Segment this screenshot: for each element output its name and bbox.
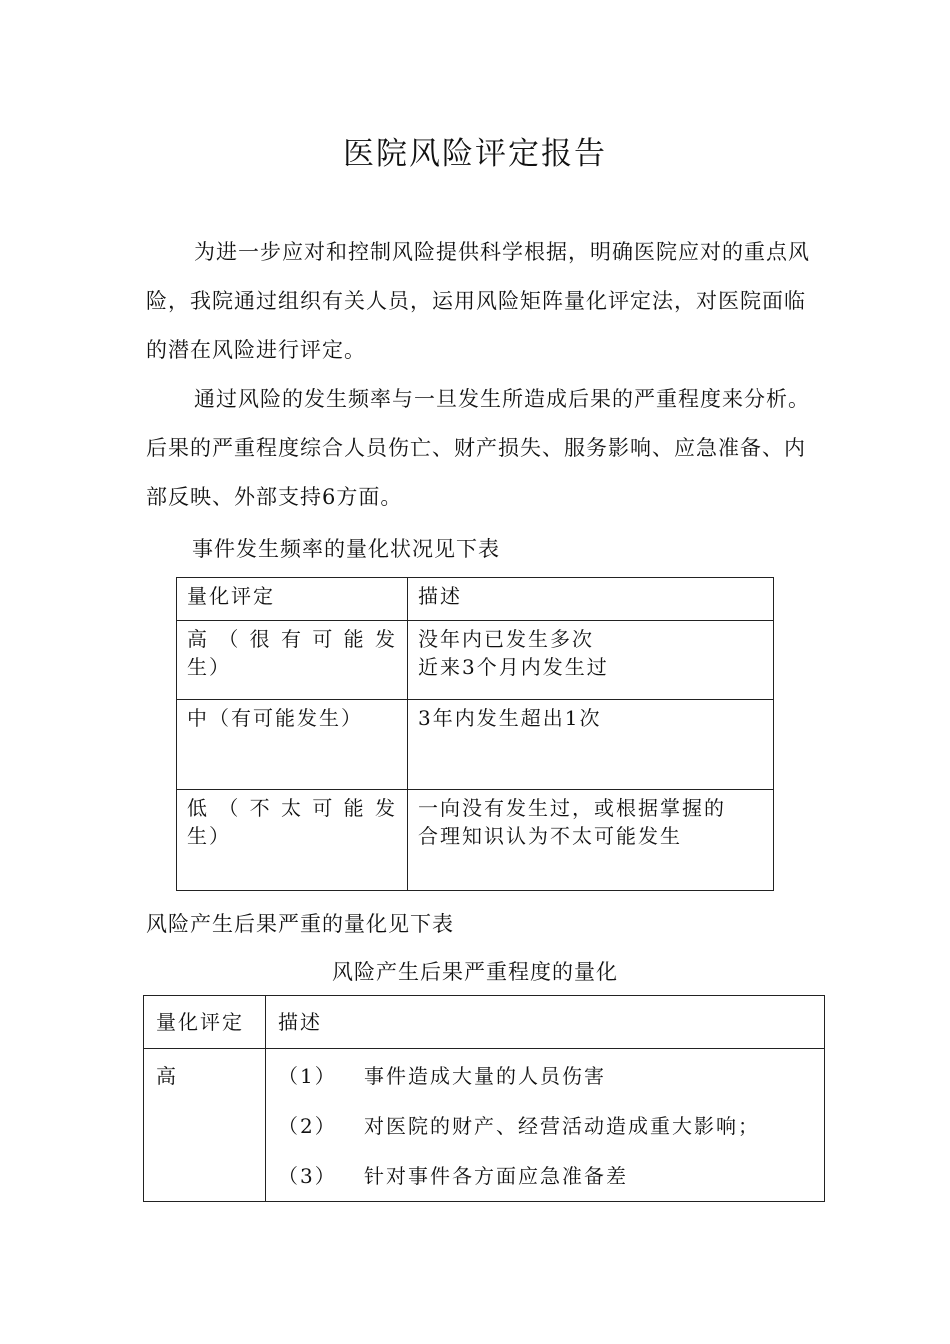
level-text-line2: 生） [187,824,231,848]
description-cell [408,790,774,891]
level-cell [177,790,408,891]
table-header-row [177,578,774,621]
item-text: 针对事件各方面应急准备差 [364,1164,628,1188]
consequence-intro: 风险产生后果严重的量化见下表 [146,912,454,936]
description-line2: 合理知识认为不太可能发生 [418,824,682,848]
description-cell [408,621,774,700]
list-item [278,1101,812,1151]
table-row [144,1049,825,1202]
list-item [278,1151,812,1201]
level-text-line1: 低（不太可能发 [187,796,397,820]
table-row [177,700,774,790]
item-text: 事件造成大量的人员伤害 [364,1064,606,1088]
list-item [278,1051,812,1101]
item-number: （3） [278,1164,337,1188]
consequence-table-caption: 风险产生后果严重程度的量化 [332,960,618,984]
description-line2: 近来3个月内发生过 [418,655,609,679]
description-line1: 3年内发生超出1次 [418,706,602,730]
level-text-line1: 高（很有可能发 [187,627,397,651]
table-header-row [144,996,825,1049]
description-line1: 一向没有发生过，或根据掌握的 [418,796,726,820]
document-title: 医院风险评定报告 [343,136,607,172]
consequence-table [143,995,825,1202]
description-line1: 没年内已发生多次 [418,627,594,651]
header-cell-description: 描述 [266,996,825,1049]
item-number: （2） [278,1114,337,1138]
level-cell: 高 [144,1049,266,1202]
item-text: 对医院的财产、经营活动造成重大影响； [364,1114,760,1138]
description-cell [408,700,774,790]
frequency-table-caption: 事件发生频率的量化状况见下表 [192,537,500,561]
table-row [177,621,774,700]
item-number: （1） [278,1064,337,1088]
level-cell [177,621,408,700]
header-cell-level: 量化评定 [144,996,266,1049]
table-row [177,790,774,891]
frequency-table [176,577,774,891]
header-cell-level: 量化评定 [177,578,408,621]
paragraph-intro: 为进一步应对和控制风险提供科学根据，明确医院应对的重点风险，我院通过组织有关人员，运用风险矩阵量化评定法，对医院面临的潜在风险进行评定。 [146,240,810,362]
paragraph-analysis: 通过风险的发生频率与一旦发生所造成后果的严重程度来分析。后果的严重程度综合人员伤亡、财产损失、服务影响、应急准备、内部反映、外部支持6方面。 [146,387,810,509]
header-cell-description: 描述 [408,578,774,621]
level-cell [177,700,408,790]
description-cell [266,1049,825,1202]
level-text-line2: 生） [187,655,231,679]
level-text-line1: 中（有可能发生） [187,706,363,730]
